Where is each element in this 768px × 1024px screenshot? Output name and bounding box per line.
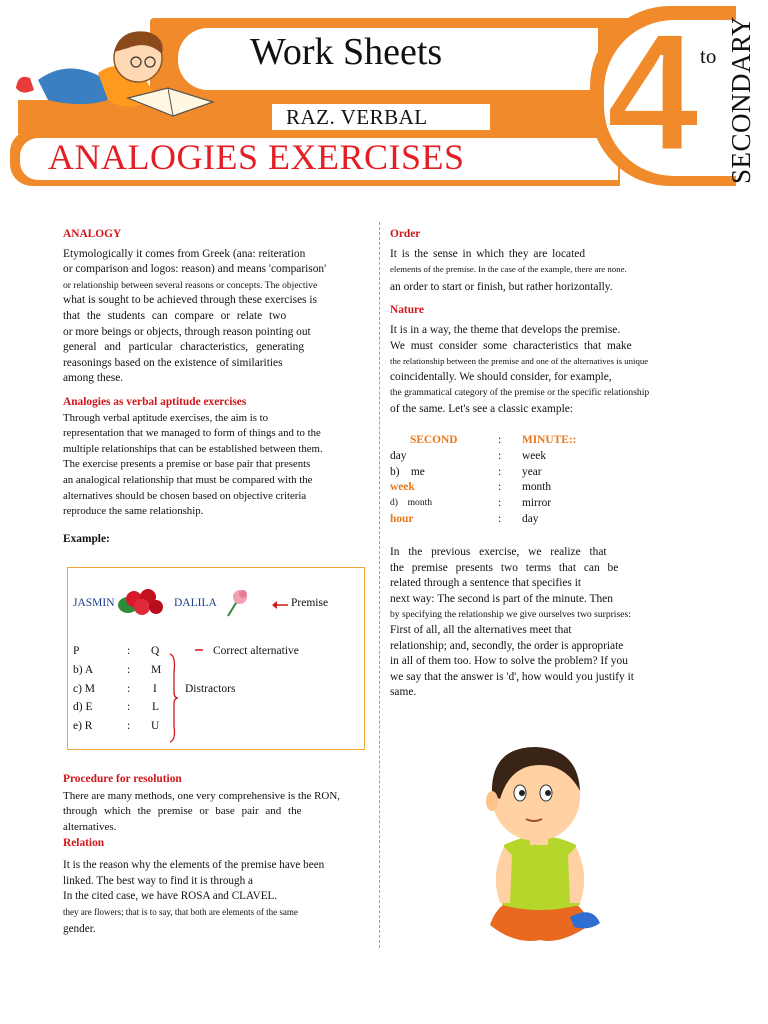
analysis-line: in all of them too. How to solve the problem? If you: [390, 655, 628, 668]
analogy-line: or relationship between several reasons or concepts. The objective: [63, 279, 318, 291]
grade-suffix: to: [700, 44, 717, 68]
grade-number: 4: [606, 0, 700, 186]
column-divider: [379, 222, 380, 948]
worksheet-header: [0, 0, 768, 192]
reading-boy-illustration: [8, 18, 218, 128]
relation-line: It is the reason why the elements of the premise have been: [63, 858, 325, 871]
analysis-line: the premise presents two terms that can be: [390, 561, 619, 574]
dash-icon: [194, 646, 204, 654]
order-line: elements of the premise. In the case of the example, there are none.: [390, 264, 627, 275]
example-heading: Example:: [63, 532, 110, 545]
relation-line: linked. The best way to find it is through a: [63, 874, 253, 887]
table-row: week : month: [390, 481, 552, 494]
carnation-icon: [224, 588, 250, 618]
analysis-line: next way: The second is part of the minute. Then: [390, 592, 613, 605]
nature-line: We must consider some characteristics that make: [390, 339, 632, 352]
verbal-line: an analogical relationship that must be compared with the: [63, 473, 313, 486]
analogy-line: or comparison and logos: reason) and means 'comparison': [63, 263, 327, 276]
relation-line: In the cited case, we have ROSA and CLAVEL.: [63, 890, 278, 903]
nature-line: the grammatical category of the premise or the specific relationship: [390, 387, 650, 399]
verbal-line: reproduce the same relationship.: [63, 505, 204, 518]
boy-shoe-icon: [16, 77, 34, 93]
verbal-line: representation that we managed to form of things and to the: [63, 427, 321, 440]
analysis-line: related through a sentence that specifies it: [390, 577, 582, 590]
relation-line: they are flowers; that is to say, that both are elements of the same: [63, 906, 298, 917]
analogy-table: [390, 434, 630, 529]
table-row: SECOND : MINUTE::: [410, 434, 577, 446]
order-heading: Order: [390, 228, 421, 240]
verbal-line: multiple relationships that can be established between them.: [63, 442, 323, 455]
procedure-line: alternatives.: [63, 820, 117, 833]
left-column: [63, 227, 371, 547]
verbal-line: Through verbal aptitude exercises, the aim is to: [63, 411, 269, 424]
analysis-line: In the previous exercise, we realize that: [390, 546, 607, 558]
grade-level: SECONDARY: [726, 15, 756, 184]
analogy-line: what is sought to be achieved through these exercises is: [63, 294, 318, 307]
verbal-line: alternatives should be chosen based on objective criteria: [63, 489, 307, 502]
header-title: Work Sheets: [250, 31, 443, 73]
roses-icon: [118, 585, 168, 617]
analysis-line: by specifying the relationship we give ourselves two surprises:: [390, 609, 631, 621]
header-subtitle: RAZ. VERBAL: [286, 105, 428, 129]
example-word-dalila: DALILA: [174, 597, 217, 609]
order-line: an order to start or finish, but rather horizontally.: [390, 280, 613, 293]
analogy-line: among these.: [63, 372, 124, 385]
analogy-line: Etymologically it comes from Greek (ana: reiteration: [63, 247, 306, 260]
nature-line: coincidentally. We should consider, for example,: [390, 370, 612, 383]
table-row: hour : day: [390, 512, 539, 525]
analogy-line: or more beings or objects, through reason pointing out: [63, 325, 311, 338]
distractors-label: Distractors: [185, 683, 236, 695]
procedure-line: There are many methods, one very comprehensive is the RON,: [63, 789, 341, 802]
procedure-line: through which the premise or base pair and the: [63, 805, 302, 818]
premise-label: Premise: [291, 597, 329, 609]
analysis-line: relationship; and, secondly, the order is appropriate: [390, 639, 624, 652]
table-row: day : week: [390, 449, 547, 462]
nature-line: the relationship between the premise and one of the alternatives is unique: [390, 356, 649, 367]
relation-heading: Relation: [63, 837, 105, 850]
analogy-line: that the students can compare or relate two: [63, 309, 287, 322]
analogy-line: general and particular characteristics, generating: [63, 341, 305, 354]
order-line: It is the sense in which they are located: [390, 247, 586, 260]
example-word-jasmin: JASMIN: [73, 597, 115, 609]
procedure-heading: Procedure for resolution: [63, 773, 182, 785]
verbal-line: The exercise presents a premise or base pair that presents: [63, 458, 311, 471]
distractor-bracket-icon: [168, 652, 180, 744]
analysis-line: First of all, all the alternatives meet that: [390, 623, 572, 636]
correct-alternative-label: Correct alternative: [213, 645, 299, 657]
analysis-line: we say that the answer is 'd', how would you justify it: [390, 670, 634, 683]
sitting-boy-illustration: [470, 735, 610, 960]
table-row: d) month : mirror: [390, 497, 552, 510]
table-row: b) me : year: [390, 465, 542, 478]
boy-shirt-icon: [502, 836, 580, 910]
page-title: ANALOGIES EXERCISES: [48, 137, 465, 177]
analysis-section: [390, 545, 688, 701]
analogy-heading: ANALOGY: [63, 228, 122, 240]
nature-line: It is in a way, the theme that develops the premise.: [390, 323, 621, 336]
procedure-section: [63, 772, 369, 938]
analogy-line: reasonings based on the existence of similarities: [63, 356, 283, 369]
relation-line: gender.: [63, 923, 96, 936]
example-box: [67, 567, 365, 750]
analysis-line: same.: [390, 686, 417, 699]
verbal-aptitude-heading: Analogies as verbal aptitude exercises: [63, 395, 247, 408]
arrow-left-icon: [272, 600, 288, 610]
nature-heading: Nature: [390, 304, 424, 317]
nature-line: of the same. Let's see a classic example:: [390, 402, 573, 415]
right-column: [390, 227, 688, 418]
